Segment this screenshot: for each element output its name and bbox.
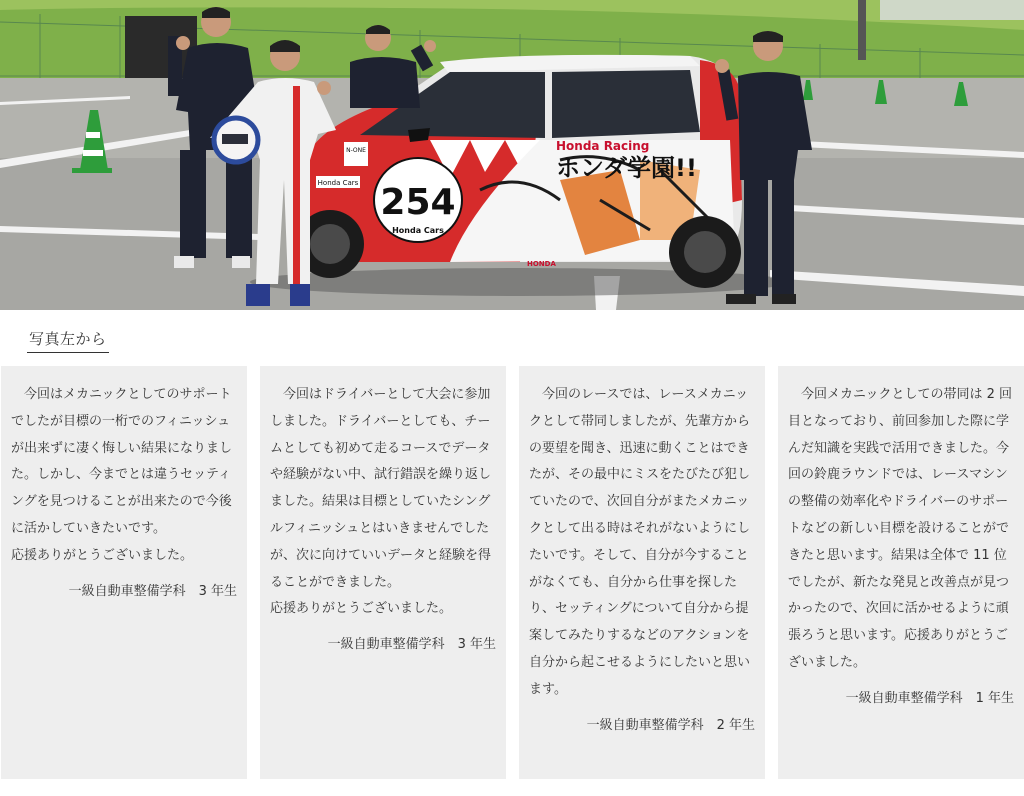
comment-card <box>778 366 1024 779</box>
comment-text: 今回はドライバーとして大会に参加しました。ドライバーとしても、チームとしても初めて走るコースでデータや経験がない中、試行錯誤を繰り返しました。結果は目標としていたシングルフィニッシュとはいきませんでしたが、次に向けていいデータと経験を得ることができました。 応援ありがとうございました。 <box>270 387 492 617</box>
student-course: 一級自動車整備学科 2 年生 <box>586 717 755 733</box>
student-course: 一級自動車整備学科 3 年生 <box>68 583 237 599</box>
comment-text: 今回のレースでは、レースメカニックとして帯同しましたが、先輩方からの要望を聞き、迅速に動くことはできたが、その最中にミスをたびたび犯していたので、次回自分がまたメカニックとして出る時はそれがないようにしたいです。そして、自分が今することがなくても、自分から仕事を探したり、セッティングについて自分から提案してみたりするなどのアクションを自分から起こせるようにしたいと思います。 <box>529 387 751 697</box>
comment-card <box>519 366 765 779</box>
comment-text: 今回はメカニックとしてのサポートでしたが目標の一桁でのフィニッシュが出来ずに凄く悔しい結果になりました。しかし、今までとは違うセッティングを見つけることが出来たので今後に活かしていきたいです。 応援ありがとうございました。 <box>11 387 233 563</box>
door-sticker: Honda Cars <box>317 179 359 187</box>
photo-caption: 写真左から <box>27 328 109 353</box>
sponsor-banner: Honda Racing <box>556 139 650 153</box>
student-course: 一級自動車整備学科 3 年生 <box>327 637 496 653</box>
car-number: 254 <box>380 182 456 223</box>
comment-text: 今回メカニックとしての帯同は 2 回目となっており、前回参加した際に学んだ知識を実践で活用できました。今回の鈴鹿ラウンドでは、レースマシンの整備の効率化やドライバーのサポートなどの新しい目標を設けることができたと思います。結果は全体で 11 位でしたが、新たな発見と改善点が見つかったので、次回に活かせるように頑張ろうと思います。応援ありがとうございました。 <box>788 387 1013 670</box>
comment-card <box>260 366 506 779</box>
team-photo <box>0 0 1024 310</box>
car-dealer-label: Honda Cars <box>392 226 444 235</box>
comment-card <box>1 366 247 779</box>
livery-text: ホンダ学園!! <box>556 154 697 182</box>
windshield-sticker: N-ONE <box>346 147 366 154</box>
rear-plate-text: HONDA <box>527 260 556 268</box>
student-course: 一級自動車整備学科 1 年生 <box>845 690 1014 706</box>
